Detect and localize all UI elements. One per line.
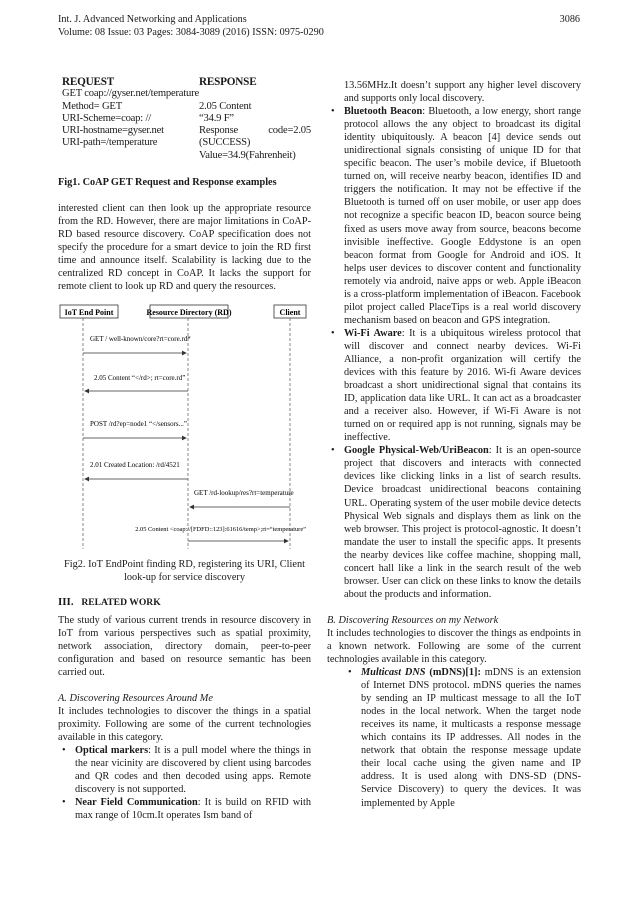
actor-rd-label: Resource Directory (RD) (146, 308, 232, 318)
bullet-list-a (58, 744, 311, 822)
list-item (58, 796, 311, 822)
message-4-label: 2.01 Created Location: /rd/4521 (90, 461, 180, 470)
message-5-label: GET /rd-lookup/res?rt=temperature (194, 489, 294, 498)
response-line: Value=34.9(Fahrenheit) (199, 149, 296, 161)
bullet-title: Multicast DNS (361, 667, 426, 679)
continued-bullet-text: 13.56MHz.It doesn’t support any higher level discovery and supports only local discovery. (344, 80, 581, 105)
list-item (58, 744, 311, 796)
request-title: REQUEST (62, 76, 115, 88)
bullet-title: Google Physical-Web/UriBeacon (344, 445, 489, 457)
figure-2-caption: Fig2. IoT EndPoint finding RD, registering its URI, Client look-up for service discovery (64, 559, 305, 584)
actor-client-label: Client (279, 308, 301, 318)
bullet-icon: • (331, 445, 335, 457)
request-line: URI-path=/temperature (62, 137, 158, 149)
bullet-text: mDNS is an extension of Internet DNS protocol. mDNS queries the names by sending an IP multicast message to all the IoT nodes in the local network. When the target node receives its name, it multicasts a response message which contains its IP addresses. All nodes in the network that obtain the response message update their local cache using the given name and IP address. It is used along with DNS-SD (DNS-Service Discovery) to query the devices. It was implemented by Apple (361, 667, 581, 809)
right-column (327, 79, 581, 810)
journal-volume: Volume: 08 Issue: 03 Pages: 3084-3089 (2016) ISSN: 0975-0290 (58, 27, 324, 38)
section-number: III. (58, 596, 74, 609)
response-column (199, 76, 311, 162)
subsection-a-paragraph: It includes technologies to discover the things in a spatial proximity. Following are some of the current technologies available in this category. (58, 705, 311, 743)
bullet-title: Wi-Fi Aware (344, 327, 402, 339)
bullet-icon: • (331, 106, 335, 118)
bullet-text: : Bluetooth, a low energy, short range protocol allows the any object to broadcast its digital identity ubiquitously. A beacon [4] device sends out unidirectional signals consisting of unique ID for that specific beacon. The user’s mobile device, if Bluetooth turned on, will receive nearby beacon, identifies ID and triggers the notification. It may not be effective if the Bluetooth is turned off on user mobile, or user app does not recognize a specific beacon ID, beacon source being fixed as users move away from source, beacons become invisible ineffective. Google Eddystone is an open beacon format from Google for Android and iOS. It helps user devices to discover content and functionality remotely via android, naive apps or web. Apple iBeacon is a cross-platform implementation of iBeacon. Facebook pilot project called PlaceTips is a real world discovery mechanism based on beacon and GPS integration. (344, 106, 581, 326)
response-line (199, 88, 311, 100)
bullet-icon: • (62, 797, 66, 809)
bullet-text: : It is an open-source project that discovers and interacts with connected devices like clicking links in a list of search results. Device broadcast unidirectional beacons containing URL. Operating system of the user mobile device detects Physical Web signals and displays them as link on the web browser. This project is protocol-agnostic. It doesn’t mandate the user to install the specific apps. It presents the nearby devices like coffee machine, shopping mall, concert hall like a link in the search result of the web browser. User can click on these links to know the details about the products and information. (344, 445, 581, 600)
bullet-text: : It is build on RFID with max range of 10cm.It operates Ism band of (75, 797, 311, 822)
actor-iot-label: IoT End Point (64, 308, 114, 318)
bullet-title: Optical markers (75, 744, 149, 756)
response-title: RESPONSE (199, 76, 257, 88)
list-item (327, 327, 581, 444)
request-line: URI-hostname=gyser.net (62, 125, 164, 137)
message-2-label: 2.05 Content “</rd>; rt=core.rd” (94, 374, 186, 383)
bullet-text: : It is a ubiquitous wireless protocol that will discover and connect nearby devices. Wi-Fi Alliance, a non-profit organization will certify the devices with this feature by 2016. Wi-fi Aware devices broadcast a short unidirectional signal that contains its ID, application data like URL. It can act as a broadcaster and a receiver also. However, if Wi-Fi Aware is not turned on or required app is not running, signals may be ineffective. (344, 327, 581, 444)
figure-1-coap-table (58, 76, 311, 176)
list-item (344, 666, 581, 810)
response-line: Response code=2.05 (SUCCESS) (199, 125, 311, 149)
bullet-icon: • (62, 744, 66, 756)
bullet-text: : It is a pull model where the things in the near vicinity are discovered by client using barcodes and QR codes and then decoded using apps. Remote discovery is not supported. (75, 744, 311, 796)
message-3-label: POST /rd?ep=node1 “</sensors...” (90, 420, 188, 429)
page-header (58, 13, 580, 39)
bullet-icon: • (348, 667, 352, 679)
bullet-title: Near Field Communication (75, 797, 198, 809)
bullet-icon: • (331, 327, 335, 339)
journal-title: Int. J. Advanced Networking and Applications (58, 14, 247, 25)
request-column (62, 76, 199, 150)
message-1-label: GET / well-known/core?rt=core.rd* (90, 335, 191, 344)
page-number: 3086 (559, 14, 580, 25)
response-line: 2.05 Content (199, 100, 252, 112)
subsection-b-heading: B. Discovering Resources on my Network (327, 614, 499, 626)
figure-1-caption: Fig1. CoAP GET Request and Response examples (58, 177, 277, 188)
request-line: URI-Scheme=coap: // (62, 112, 151, 124)
subsection-a-heading: A. Discovering Resources Around Me (58, 692, 213, 704)
list-item (327, 105, 581, 327)
response-line: “34.9 F” (199, 112, 234, 124)
intro-paragraph: interested client can then look up the appropriate resource from the RD. However, there are major limitations in CoAP-RD based resource discovery. CoAP specification does not specify the procedure for a smart device to join the RD first time and announce itself. Scalability is lacking due to the centralized RD concept in CoAP. It lacks the support for remote client to look up RD and query the resources. (58, 203, 311, 293)
subsection-b-paragraph: It includes technologies to discover the things as endpoints in a known network. Following are some of the current technologies available in this category. (327, 627, 581, 666)
list-item (327, 444, 581, 601)
message-6-label: 2.05 Content <coap://[FDFD::123]:61616/temp>;rt=“temperature” (135, 526, 306, 534)
bullet-title-suffix: (mDNS)[1]: (425, 667, 481, 679)
related-work-paragraph: The study of various current trends in resource discovery in IoT from various perspectives such as spatial proximity, network association, directory domain, peer-to-peer configuration and based on resource semantic has been carried out. (58, 614, 311, 678)
request-line: Method= GET (62, 100, 122, 112)
bullet-title: Bluetooth Beacon (344, 106, 423, 118)
request-line: GET coap://gyser.net/temperature (62, 88, 199, 100)
figure-2-sequence-diagram (58, 303, 311, 551)
bullet-list-b (327, 666, 581, 810)
bullet-list-a-continued (327, 105, 581, 601)
section-title: RELATED WORK (81, 597, 161, 609)
left-column (58, 76, 311, 822)
section-heading (58, 596, 311, 609)
